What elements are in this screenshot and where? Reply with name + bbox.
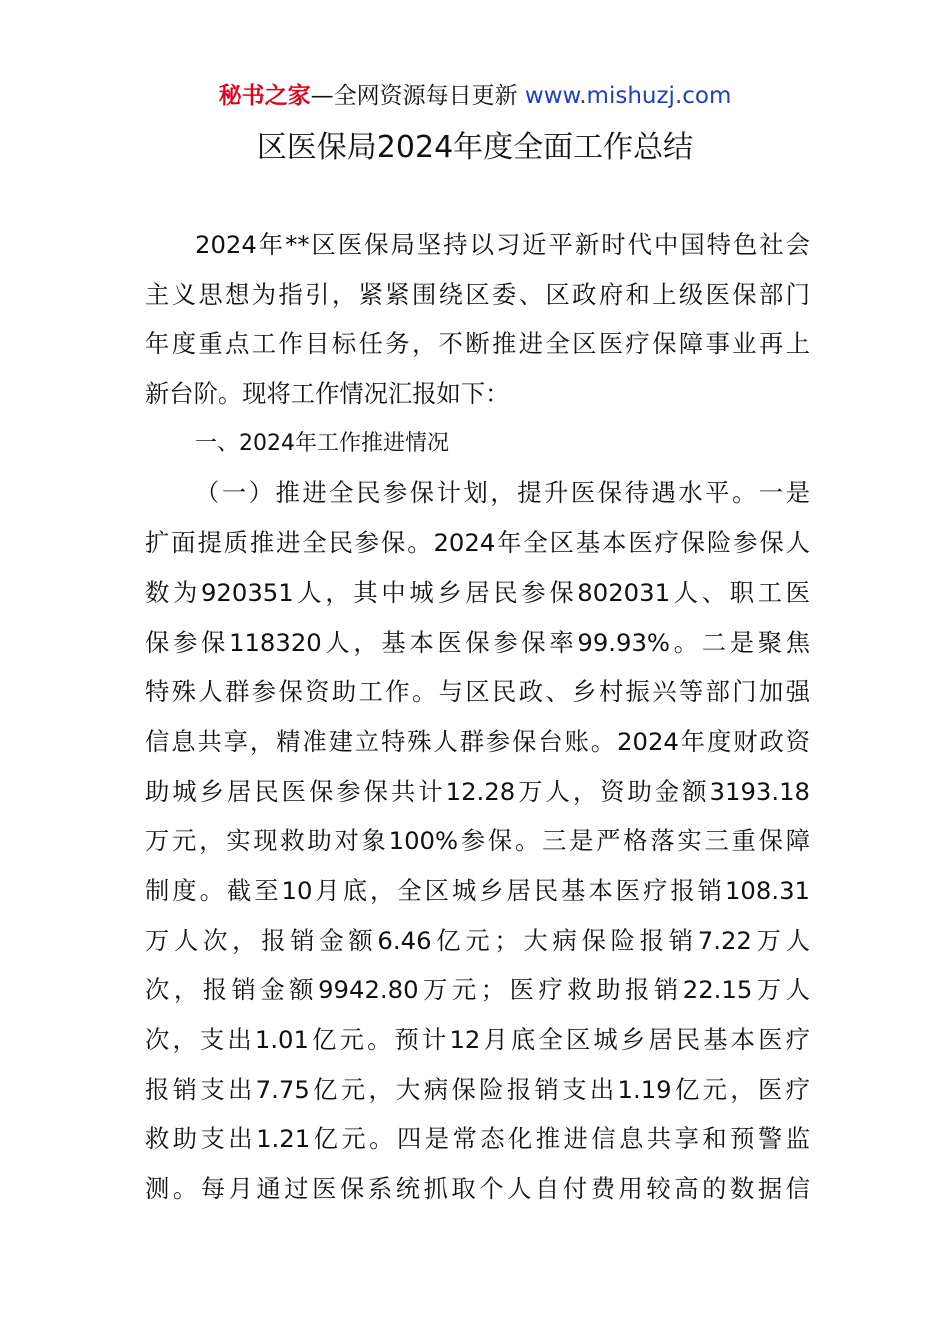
site-banner xyxy=(0,80,950,112)
paragraph-line: 万元，实现救助对象100%参保。三是严格落实三重保障 xyxy=(145,826,810,856)
paragraph-line: 助城乡居民医保参保共计12.28万人，资助金额3193.18 xyxy=(145,776,810,806)
document-title: 区医保局2024年度全面工作总结 xyxy=(256,130,694,165)
paragraph-line: 主义思想为指引，紧紧围绕区委、区政府和上级医保部门 xyxy=(145,279,810,309)
paragraph-line: 特殊人群参保资助工作。与区民政、乡村振兴等部门加强 xyxy=(145,677,810,707)
paragraph-line: 报销支出7.75亿元，大病保险报销支出1.19亿元，医疗 xyxy=(145,1074,810,1104)
document-body xyxy=(145,220,810,1214)
paragraph-line: 救助支出1.21亿元。四是常态化推进信息共享和预警监 xyxy=(145,1124,810,1154)
paragraph-line: 数为920351人，其中城乡居民参保802031人、职工医 xyxy=(145,577,810,607)
paragraph-line: 保参保118320人，基本医保参保率99.93%。二是聚焦 xyxy=(145,627,810,657)
paragraph-line: 年度重点工作目标任务，不断推进全区医疗保障事业再上 xyxy=(145,329,810,359)
site-url-link[interactable]: www.mishuzj.com xyxy=(524,83,732,109)
paragraph-line: 新台阶。现将工作情况汇报如下： xyxy=(145,379,510,409)
paragraph-line: 次，报销金额9942.80万元；医疗救助报销22.15万人 xyxy=(145,975,810,1005)
paragraph-line: 信息共享，精准建立特殊人群参保台账。2024年度财政资 xyxy=(145,726,810,756)
paragraph-line: 2024年**区医保局坚持以习近平新时代中国特色社会 xyxy=(195,230,810,259)
paragraph-line: 万人次，报销金额6.46亿元；大病保险报销7.22万人 xyxy=(145,925,810,955)
paragraph-line: 制度。截至10月底，全区城乡居民基本医疗报销108.31 xyxy=(145,875,810,905)
section-heading: 一、2024年工作推进情况 xyxy=(195,430,449,456)
paragraph-line: 次，支出1.01亿元。预计12月底全区城乡居民基本医疗 xyxy=(145,1025,810,1054)
site-tagline: —全网资源每日更新 xyxy=(310,83,525,109)
site-brand: 秘书之家 xyxy=(218,83,311,109)
subsection-heading-line: （一）推进全民参保计划，提升医保待遇水平。一是 xyxy=(195,478,810,508)
paragraph-line: 测。每月通过医保系统抓取个人自付费用较高的数据信 xyxy=(145,1174,810,1204)
paragraph-line: 扩面提质推进全民参保。2024年全区基本医疗保险参保人 xyxy=(145,528,810,558)
